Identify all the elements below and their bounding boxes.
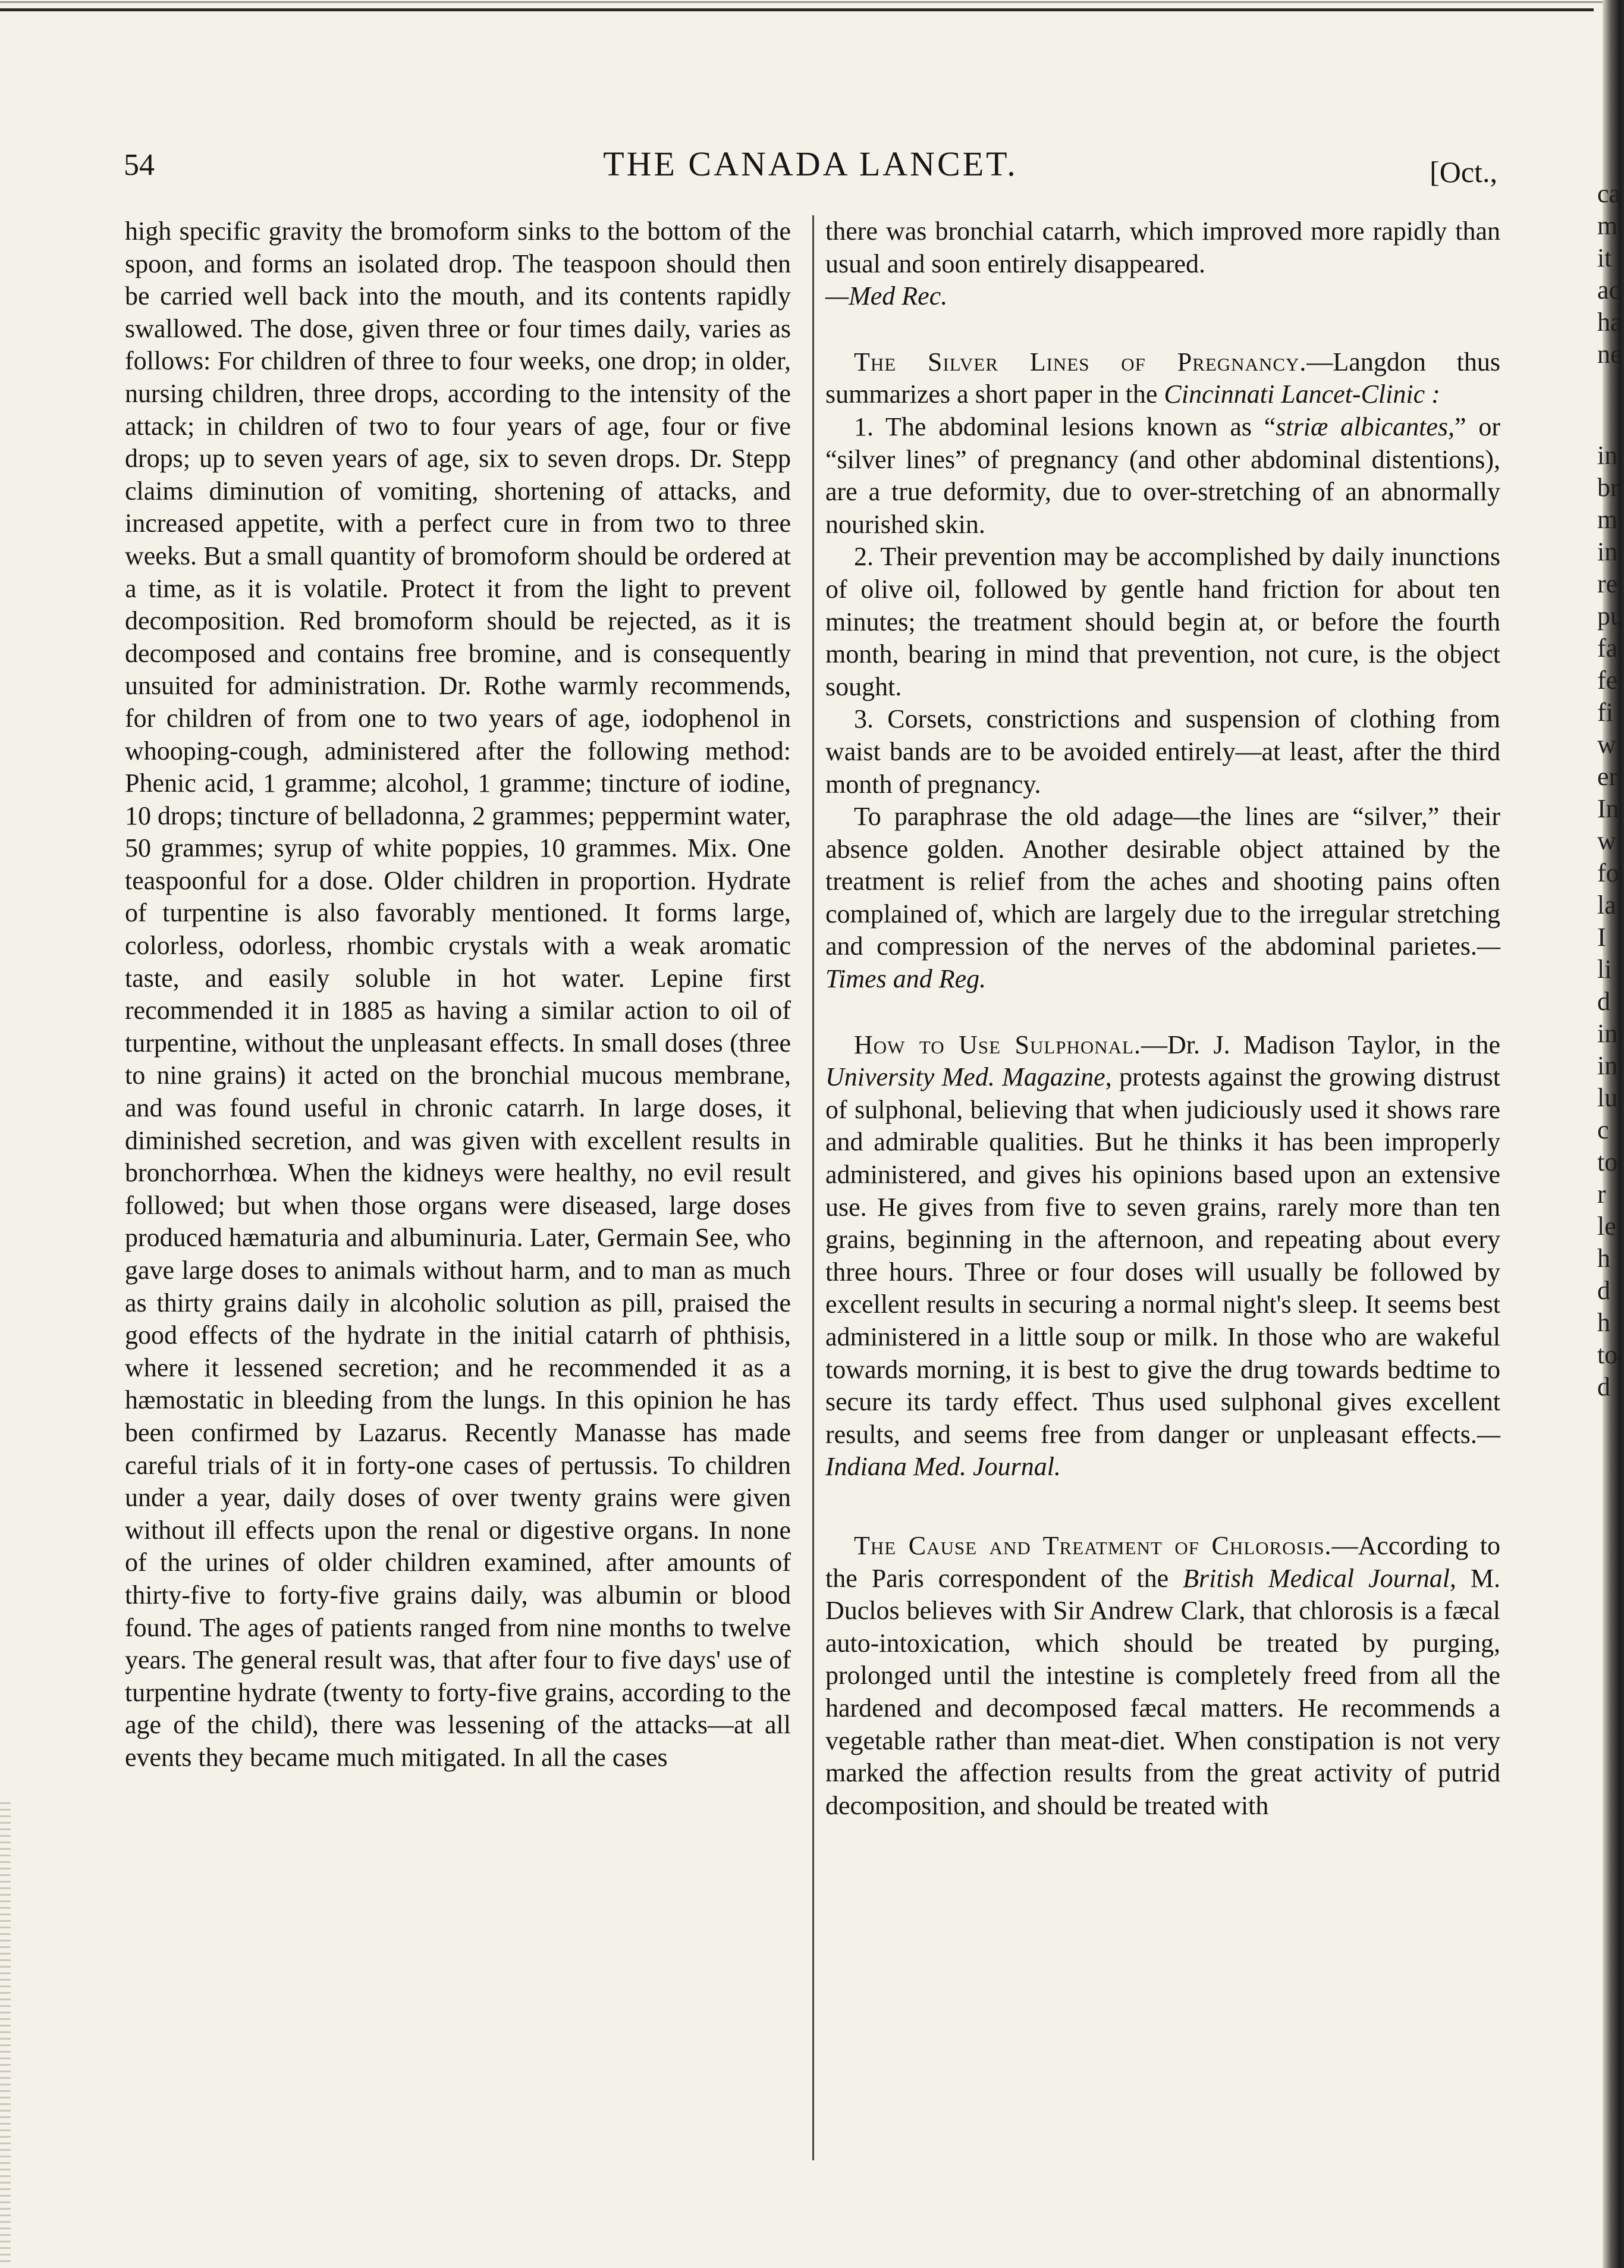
facing-page-fragment: to (1597, 1147, 1618, 1177)
silver-lines-item-2: 2. Their prevention may be accomplished by daily inunctions of olive oil, followed by gentle hand friction for about ten minutes; the treatment should begin at, or before the fourth month, bearing in mind that prevention, not cure, is the object sought. (825, 542, 1500, 701)
facing-page-fragment: d (1597, 1372, 1610, 1401)
facing-page-fragment: w (1597, 826, 1616, 855)
facing-page-fragment: la (1597, 890, 1616, 920)
page-header (124, 143, 1497, 196)
facing-page-fragment: h (1597, 1308, 1610, 1337)
facing-page-fragment: ha (1597, 308, 1622, 337)
silver-lines-item-3: 3. Corsets, constrictions and suspension of clothing from waist bands are to be avoided entirely—at least, after the third month of pregnancy. (825, 704, 1500, 799)
sulphonal-journal: University Med. Magazine (825, 1062, 1105, 1092)
facing-page-fragment: li (1597, 955, 1612, 984)
sulphonal-article (825, 1029, 1500, 1483)
facing-page-fragment: in (1597, 441, 1618, 470)
item-1-lead: 1. The abdominal lesions known as “ (854, 412, 1276, 441)
facing-page-fragment: d (1597, 1276, 1610, 1305)
chlorosis-heading: The Cause and Treatment of Chlorosis. (854, 1530, 1332, 1560)
continuation-source: —Med Rec. (825, 281, 948, 311)
facing-page-fragment: ne (1597, 340, 1622, 369)
column-divider (812, 215, 814, 2160)
item-1-rest: ” or “silver lines” of pregnancy (and other abdominal distentions), are a true deformity, due to over-stretching of an abnormally nourished skin. (825, 412, 1500, 539)
conclusion-text: To paraphrase the old adage—the lines are “silver,” their absence golden. Another desirable object attained by the treatment is relief from the aches and shooting pains often complained of, which are largely due to the irregular stretching and compression of the nerves of the abdominal parietes. (825, 802, 1500, 961)
facing-page-fragment: fe (1597, 666, 1618, 695)
journal-title: THE CANADA LANCET. (603, 145, 1018, 183)
facing-page-fragment: w (1597, 730, 1616, 759)
left-edge-texture (0, 1802, 11, 2266)
page-top-edge (0, 1, 1624, 3)
item-1-term: striæ albicantes, (1276, 412, 1455, 441)
issue-month: [Oct., (1430, 155, 1497, 189)
facing-page-fragment: br (1597, 473, 1619, 502)
facing-page-fragment: in (1597, 537, 1618, 566)
facing-page-fragment: d (1597, 987, 1610, 1016)
facing-page-fragment: fa (1597, 633, 1618, 663)
sulphonal-heading: How to Use Sulphonal. (854, 1030, 1141, 1059)
sulphonal-source: —Indiana Med. Journal. (825, 1419, 1500, 1482)
facing-page-fragment: in (1597, 1019, 1618, 1048)
silver-lines-journal: Cincinnati Lancet-Clinic : (1164, 379, 1440, 409)
silver-lines-item-1 (825, 411, 1500, 541)
page-number: 54 (124, 148, 155, 182)
facing-page-fragment: in (1597, 1051, 1618, 1080)
chlorosis-intro: —According to the Paris correspondent of the (825, 1530, 1501, 1593)
continuation-paragraph (825, 215, 1500, 313)
silver-lines-heading: The Silver Lines of Pregnancy. (854, 347, 1307, 377)
left-column-paragraph: high specific gravity the bromoform sinks to the bottom of the spoon, and forms an isolated drop. The teaspoon should then be carried well back into the mouth, and its contents rapidly swallowed. The dose, given three or four times daily, varies as follows: For children of three to four weeks, one drop; in older, nursing children, three drops, according to the intensity of the attack; in children of two to four years of age, four or five drops; up to seven years of age, six to seven drops. Dr. Stepp claims diminution of vomiting, shortening of attacks, and increased appetite, with a perfect cure in from two to three weeks. But a small quantity of bromoform should be ordered at a time, as it is volatile. Protect it from the light to prevent decomposition. Red bromoform should be rejected, as it is decomposed and contains free bromine, and is consequently unsuited for administration. Dr. Rothe warmly recommends, for children of from one to two years of age, iodophenol in whooping-cough, administered after the following method: Phenic acid, 1 gramme; alcohol, 1 gramme; tincture of iodine, 10 drops; tincture of belladonna, 2 grammes; peppermint water, 50 grammes; syrup of white poppies, 10 grammes. Mix. One teaspoonful for a dose. Older children in proportion. Hydrate of turpentine is also favorably mentioned. It forms large, colorless, odorless, rhombic crystals with a weak aromatic taste, and easily soluble in hot water. Lepine first recommended it in 1885 as having a similar action to oil of turpentine, without the unpleasant effects. In small doses (three to nine grains) it acted on the bronchial mucous membrane, and was found useful in chronic catarrh. In large doses, it diminished secretion, and was given with excellent results in bronchorrhœa. When the kidneys were healthy, no evil result followed; but when those organs were diseased, large doses produced hæmaturia and albuminuria. Later, Germain See, who gave large doses to animals without harm, and to man as much as thirty grains daily in alcoholic solution as pill, praised the good effects of the hydrate in the initial catarrh of phthisis, where it lessened secretion; and he recommended it as a hæmostatic in bleeding from the lungs. In this opinion he has been confirmed by Lazarus. Recently Manasse has made careful trials of it in forty-one cases of pertussis. To children under a year, daily doses of over twenty grains were given without ill effects upon the renal or digestive organs. In none of the urines of older children examined, after amounts of thirty-five to forty-five grains daily, was albumin or blood found. The ages of patients ranged from nine months to twelve years. The general result was, that after four to five days' use of turpentine hydrate (twenty to forty-five grains, according to the age of the child), there was lessening of the attacks—at all events they became much mitigated. In all the cases (125, 217, 791, 1772)
silver-lines-intro-text: —Langdon thus summarizes a short paper in the (825, 347, 1500, 409)
continuation-text: there was bronchial catarrh, which improved more rapidly than usual and soon entirely disappeared. (825, 217, 1500, 278)
facing-page-fragment: le (1597, 1212, 1616, 1241)
chlorosis-body: , M. Duclos believes with Sir Andrew Clark, that chlorosis is a fæcal auto-intoxication, which should be treated by purging, prolonged until the intestine is completely freed from all the hardened and decomposed fæcal matters. He recommends a vegetable rather than meat-diet. When constipation is not very marked the affection results from the great activity of putrid decomposition, and should be treated with (825, 1563, 1500, 1820)
silver-lines-source: —Times and Reg. (825, 931, 1500, 994)
facing-page-fragment: to (1597, 1340, 1618, 1369)
facing-page-fragment: m (1597, 505, 1618, 534)
facing-page-fragment: c (1597, 1115, 1609, 1144)
sulphonal-intro: —Dr. J. Madison Taylor, in the (1141, 1030, 1500, 1059)
top-rule (0, 8, 1594, 11)
facing-page-fragment: lu (1597, 1083, 1618, 1112)
left-column (125, 215, 791, 1774)
facing-page-fragment: ca (1597, 179, 1621, 208)
facing-page-fragment: er (1597, 762, 1618, 791)
facing-page-fragment: fo (1597, 858, 1619, 887)
facing-page-fragment: m (1597, 211, 1618, 240)
sulphonal-body: , protests against the growing distrust of sulphonal, believing that when judiciously used it shows rare and admirable qualities. But he thinks it has been improperly administered, and gives his opinions based upon an extensive use. He gives from five to seven grains, rarely more than ten grains, beginning in the afternoon, and repeating about every three hours. Three or four doses will usually be followed by excellent results in securing a normal night's sleep. It seems best administered in a little soup or milk. In those who are wakeful towards morning, it is best to give the drug towards bedtime to secure its tardy effect. Thus used sulphonal gives excellent results, and seems free from danger or unpleasant effects. (825, 1062, 1500, 1449)
facing-page-fragment: h (1597, 1244, 1610, 1273)
facing-page-fragment: re (1597, 569, 1618, 598)
chlorosis-article (825, 1530, 1500, 1822)
facing-page-fragment: r (1597, 1180, 1606, 1209)
facing-page-fragment: I (1597, 923, 1606, 952)
silver-lines-intro (825, 346, 1500, 411)
facing-page-fragment: it (1597, 243, 1612, 272)
facing-page-fragment: In (1597, 794, 1619, 823)
silver-lines-conclusion (825, 801, 1500, 996)
facing-page-fragment: fi (1597, 698, 1613, 727)
right-column (825, 215, 1500, 1822)
facing-page-fragment: pu (1597, 601, 1623, 630)
chlorosis-journal: British Medical Journal (1183, 1563, 1450, 1593)
facing-page-fragment: ac (1597, 275, 1621, 305)
